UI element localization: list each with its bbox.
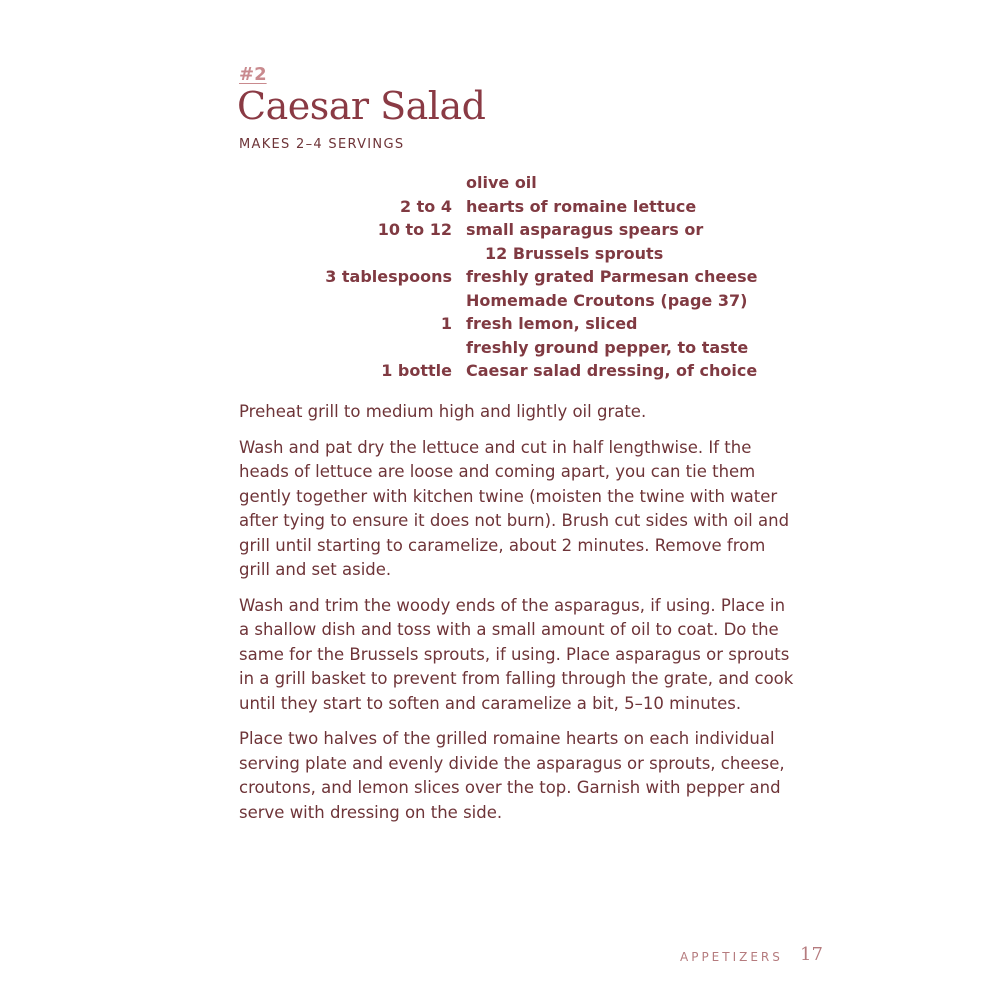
- recipe-number: #2: [239, 64, 267, 85]
- instruction-paragraph: Wash and trim the woody ends of the asparagus, if using. Place in a shallow dish and toss with a small amount of oil to coat. Do the same for the Brussels sprouts, if using. Place asparagus or sprouts in a grill basket to prevent from falling through the grate, and cook until they start to soften and caramelize a bit, 5–10 minutes.: [239, 595, 794, 713]
- ingredient-quantity: 10 to 12: [377, 220, 452, 239]
- ingredient-row: [239, 218, 799, 242]
- ingredient-name: 12 Brussels sprouts: [485, 243, 664, 263]
- ingredient-quantity: 1 bottle: [381, 361, 452, 380]
- ingredient-name: olive oil: [466, 173, 537, 192]
- ingredient-quantity: [239, 336, 466, 360]
- ingredient-list: [239, 171, 799, 383]
- ingredient-row: [239, 312, 799, 336]
- servings-label: MAKES 2–4 SERVINGS: [239, 137, 405, 152]
- ingredient-quantity: [239, 171, 466, 195]
- ingredient-row: [239, 195, 799, 219]
- ingredient-quantity: 3 tablespoons: [325, 267, 452, 286]
- recipe-title: Caesar Salad: [237, 84, 486, 128]
- ingredient-name: fresh lemon, sliced: [466, 314, 638, 333]
- instruction-paragraph: Place two halves of the grilled romaine hearts on each individual serving plate and evenly divide the asparagus or sprouts, cheese, croutons, and lemon slices over the top. Garnish with pepper and serve with dressing on the side.: [239, 729, 785, 822]
- ingredient-name: hearts of romaine lettuce: [466, 196, 697, 216]
- ingredient-name: freshly ground pepper, to taste: [466, 337, 749, 357]
- page-number: 17: [800, 944, 823, 965]
- instructions: [239, 400, 799, 836]
- ingredient-name: Caesar salad dressing, of choice: [466, 361, 758, 380]
- ingredient-row: [239, 242, 799, 266]
- ingredient-quantity: 1: [440, 314, 452, 333]
- ingredient-name: Homemade Croutons (page 37): [466, 290, 748, 310]
- ingredient-row: [239, 171, 799, 195]
- ingredient-row: [239, 289, 799, 313]
- ingredient-quantity: 2 to 4: [399, 196, 452, 216]
- ingredient-quantity: [239, 242, 466, 266]
- ingredient-name: small asparagus spears or: [466, 220, 704, 239]
- ingredient-quantity: [239, 289, 466, 313]
- ingredient-row: [239, 336, 799, 360]
- instruction-paragraph: Wash and pat dry the lettuce and cut in half lengthwise. If the heads of lettuce are loose and coming apart, you can tie them gently together with kitchen twine (moisten the twine with water after tying to ensure it does not burn). Brush cut sides with oil and grill until starting to caramelize, about 2 minutes. Remove from grill and set aside.: [239, 437, 790, 579]
- ingredient-name: freshly grated Parmesan cheese: [466, 267, 758, 286]
- ingredient-row: [239, 265, 799, 289]
- footer-section-label: APPETIZERS: [680, 950, 783, 964]
- instruction-paragraph: Preheat grill to medium high and lightly oil grate.: [239, 402, 647, 421]
- ingredient-row: [239, 359, 799, 383]
